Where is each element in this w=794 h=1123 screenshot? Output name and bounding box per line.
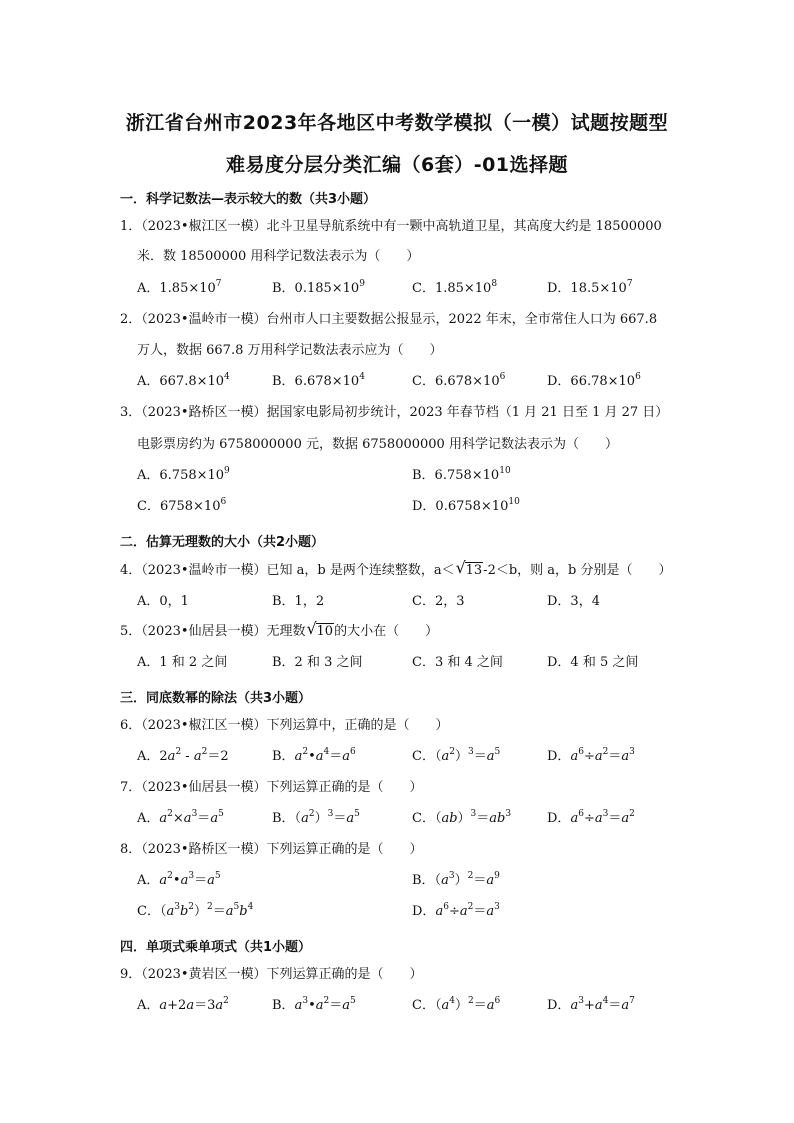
q7-option-c: C．$(ab)^3=ab^3$ — [412, 809, 512, 826]
document-title-line2: 难易度分层分类汇编（6套）-01选择题 — [225, 154, 569, 176]
q6-option-a: A．$2a^2 - a^2=2$ — [137, 747, 229, 764]
q8-option-b: B．$(a^3)^2=a^9$ — [412, 871, 500, 888]
sqrt-10: √ 10 — [306, 619, 334, 639]
q9-option-a: A．$a+2a=3a^2$ — [137, 996, 229, 1013]
q2-option-d: D．$66.78\times 10^6$ — [547, 372, 641, 389]
q7-option-d: D．$a^6\div a^3=a^2$ — [547, 809, 635, 826]
q7-option-b: B．$(a^2)^3=a^5$ — [272, 809, 360, 826]
q1-stem-line1: 1．（2023•椒江区一模）北斗卫星导航系统中有一颗中高轨道卫星，其高度大约是 18500000 — [120, 219, 662, 234]
q8-stem: 8．（2023•路桥区一模）下列运算正确的是（ ） — [120, 842, 423, 857]
q6-option-d: D．$a^6\div a^2=a^3$ — [547, 747, 635, 764]
q5-option-b: B．2 和 3 之间 — [272, 655, 363, 670]
q8-option-d: D．$a^6\div a^2=a^3$ — [412, 902, 500, 919]
q1-stem-line2: 米．数 18500000 用科学记数法表示为（ ） — [137, 249, 420, 264]
section-heading-1: 一．科学记数法—表示较大的数（共3小题） — [120, 192, 377, 207]
q7-option-a: A．$a^2\times a^3=a^5$ — [137, 809, 224, 826]
q1-option-a: A．$1.85\times 10^7$ — [137, 279, 222, 296]
q4-option-d: D．3，4 — [547, 594, 600, 609]
section-heading-2: 二．估算无理数的大小（共2小题） — [120, 535, 325, 550]
q3-option-a: A．$6.758\times 10^9$ — [137, 466, 230, 483]
section-heading-3: 三．同底数幂的除法（共3小题） — [120, 691, 312, 706]
q1-option-c: C．$1.85\times 10^8$ — [412, 279, 498, 296]
q9-option-c: C．$(a^4)^2=a^6$ — [412, 996, 501, 1013]
section-heading-4: 四．单项式乘单项式（共1小题） — [120, 940, 312, 955]
q7-stem: 7．（2023•仙居县一模）下列运算正确的是（ ） — [120, 780, 423, 795]
q5-option-d: D．4 和 5 之间 — [547, 655, 639, 670]
q3-option-c: C．$6758\times 10^6$ — [137, 497, 227, 514]
q3-option-b: B．$6.758\times 10^{10}$ — [412, 466, 511, 483]
q4-stem: 4．（2023•温岭市一模）已知 a，b 是两个连续整数，a＜ √ 13-2＜b，则 a，b 分别是（ ） — [120, 558, 672, 578]
q3-stem-line1: 3．（2023•路桥区一模）据国家电影局初步统计，2023 年春节档（1 月 21 日至 1 月 27 日） — [120, 405, 669, 420]
q2-option-c: C．$6.678\times 10^6$ — [412, 372, 506, 389]
q8-option-a: A．$a^2•a^3=a^5$ — [137, 871, 221, 888]
q5-stem: 5．（2023•仙居县一模）无理数 √ 10的大小在（ ） — [120, 619, 439, 639]
q3-option-d: D．$0.6758\times 10^{10}$ — [412, 497, 520, 514]
document-title-line1: 浙江省台州市2023年各地区中考数学模拟（一模）试题按题型 — [125, 112, 669, 134]
q2-option-a: A．$667.8\times 10^4$ — [137, 372, 230, 389]
q6-option-b: B．$a^2•a^4=a^6$ — [272, 747, 356, 764]
q4-option-a: A．0，1 — [137, 594, 189, 609]
q6-stem: 6．（2023•椒江区一模）下列运算中，正确的是（ ） — [120, 718, 449, 733]
q9-option-b: B．$a^3•a^2=a^5$ — [272, 996, 356, 1013]
q2-option-b: B．$6.678\times 10^4$ — [272, 372, 365, 389]
q1-option-b: B．$0.185\times 10^9$ — [272, 279, 365, 296]
q2-stem-line1: 2．（2023•温岭市一模）台州市人口主要数据公报显示，2022 年末，全市常住人口为 667.8 — [120, 312, 658, 327]
q5-option-a: A．1 和 2 之间 — [137, 655, 228, 670]
q1-option-d: D．$18.5\times 10^7$ — [547, 279, 633, 296]
q5-option-c: C．3 和 4 之间 — [412, 655, 503, 670]
q9-stem: 9．（2023•黄岩区一模）下列运算正确的是（ ） — [120, 967, 423, 982]
q4-option-b: B．1，2 — [272, 594, 325, 609]
sqrt-13: √ 13 — [455, 558, 483, 578]
q2-stem-line2: 万人，数据 667.8 万用科学记数法表示应为（ ） — [137, 343, 443, 358]
q9-option-d: D．$a^3+a^4=a^7$ — [547, 996, 635, 1013]
q4-option-c: C．2，3 — [412, 594, 465, 609]
q6-option-c: C．$(a^2)^3=a^5$ — [412, 747, 501, 764]
q3-stem-line2: 电影票房约为 6758000000 元，数据 6758000000 用科学记数法表示为（ ） — [137, 437, 618, 452]
q8-option-c: C．$(a^3b^2)^2=a^5b^4$ — [137, 902, 254, 919]
